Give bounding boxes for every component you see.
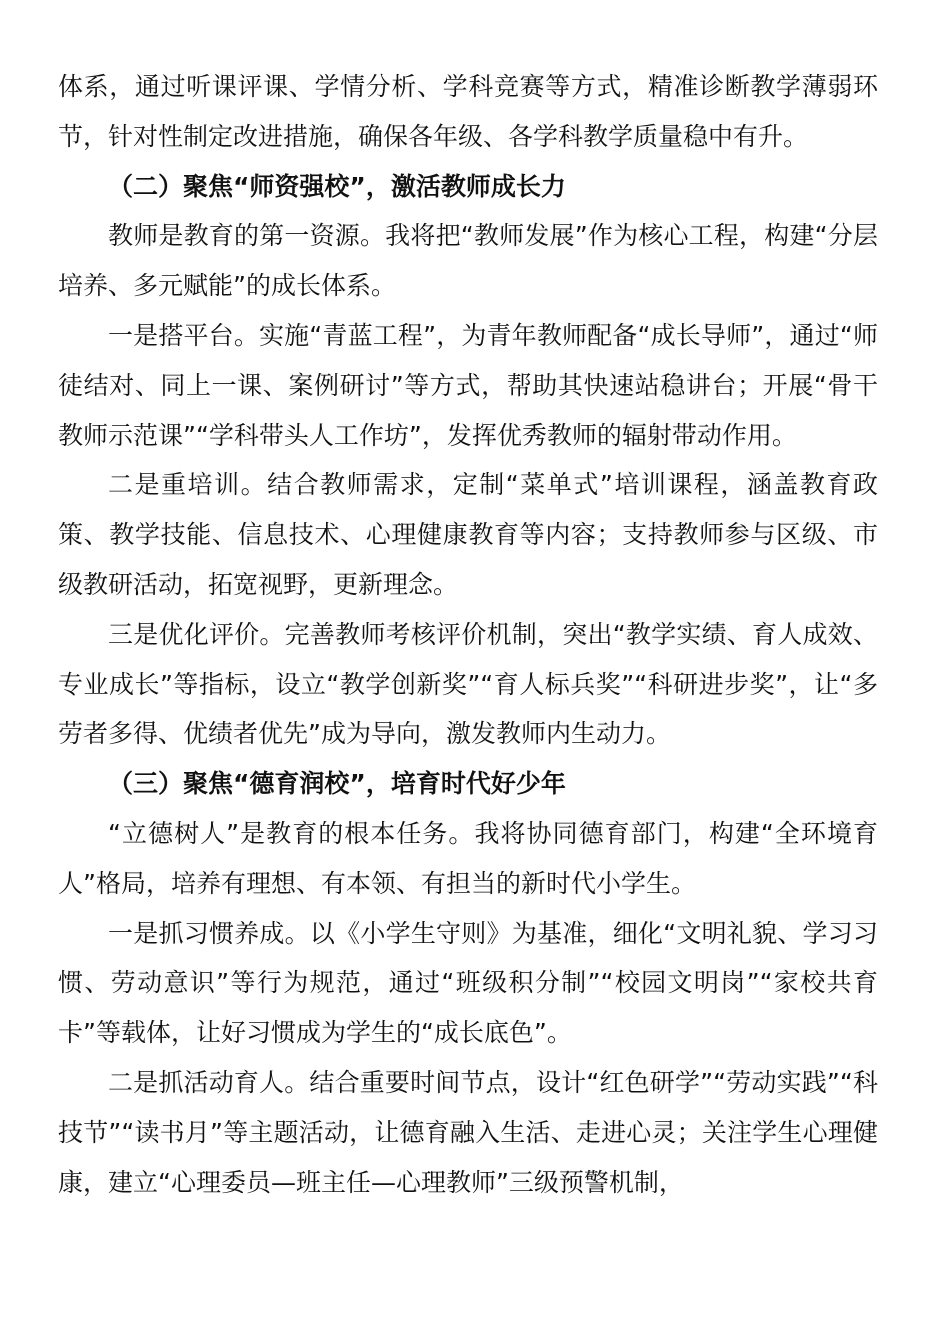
paragraph-platform: 一是搭平台。实施“青蓝工程”，为青年教师配备“成长导师”，通过“师徒结对、同上一课、案例研讨”等方式，帮助其快速站稳讲台；开展“骨干教师示范课”“学科带头人工作坊”，发挥优秀教师的辐射带动作用。 — [58, 320, 878, 450]
paragraph-evaluation: 三是优化评价。完善教师考核评价机制，突出“教学实绩、育人成效、专业成长”等指标，设立“教学创新奖”“育人标兵奖”“科研进步奖”，让“多劳者多得、优绩者优先”成为导向，激发教师内生动力。 — [58, 619, 878, 749]
paragraph-intro-teachers: 教师是教育的第一资源。我将把“教师发展”作为核心工程，构建“分层培养、多元赋能”的成长体系。 — [58, 221, 878, 301]
section-heading-moral: （三）聚焦“德育润校”，培育时代好少年 — [108, 769, 566, 799]
paragraph-training: 二是重培训。结合教师需求，定制“菜单式”培训课程，涵盖教育政策、教学技能、信息技术、心理健康教育等内容；支持教师参与区级、市级教研活动，拓宽视野，更新理念。 — [58, 470, 878, 599]
paragraph-activities: 二是抓活动育人。结合重要时间节点，设计“红色研学”“劳动实践”“科技节”“读书月”等主题活动，让德育融入生活、走进心灵；关注学生心理健康，建立“心理委员—班主任—心理教师”三级预警机制， — [58, 1067, 878, 1197]
paragraph-intro-moral: “立德树人”是教育的根本任务。我将协同德育部门，构建“全环境育人”格局，培养有理想、有本领、有担当的新时代小学生。 — [58, 818, 878, 898]
section-heading-teachers: （二）聚焦“师资强校”，激活教师成长力 — [108, 171, 566, 201]
paragraph-continued: 体系，通过听课评课、学情分析、学科竞赛等方式，精准诊断教学薄弱环节，针对性制定改进措施，确保各年级、各学科教学质量稳中有升。 — [58, 72, 878, 151]
document-page — [58, 62, 878, 1207]
paragraph-habits: 一是抓习惯养成。以《小学生守则》为基准，细化“文明礼貌、学习习惯、劳动意识”等行为规范，通过“班级积分制”“校园文明岗”“家校共育卡”等载体，让好习惯成为学生的“成长底色”。 — [58, 918, 878, 1048]
